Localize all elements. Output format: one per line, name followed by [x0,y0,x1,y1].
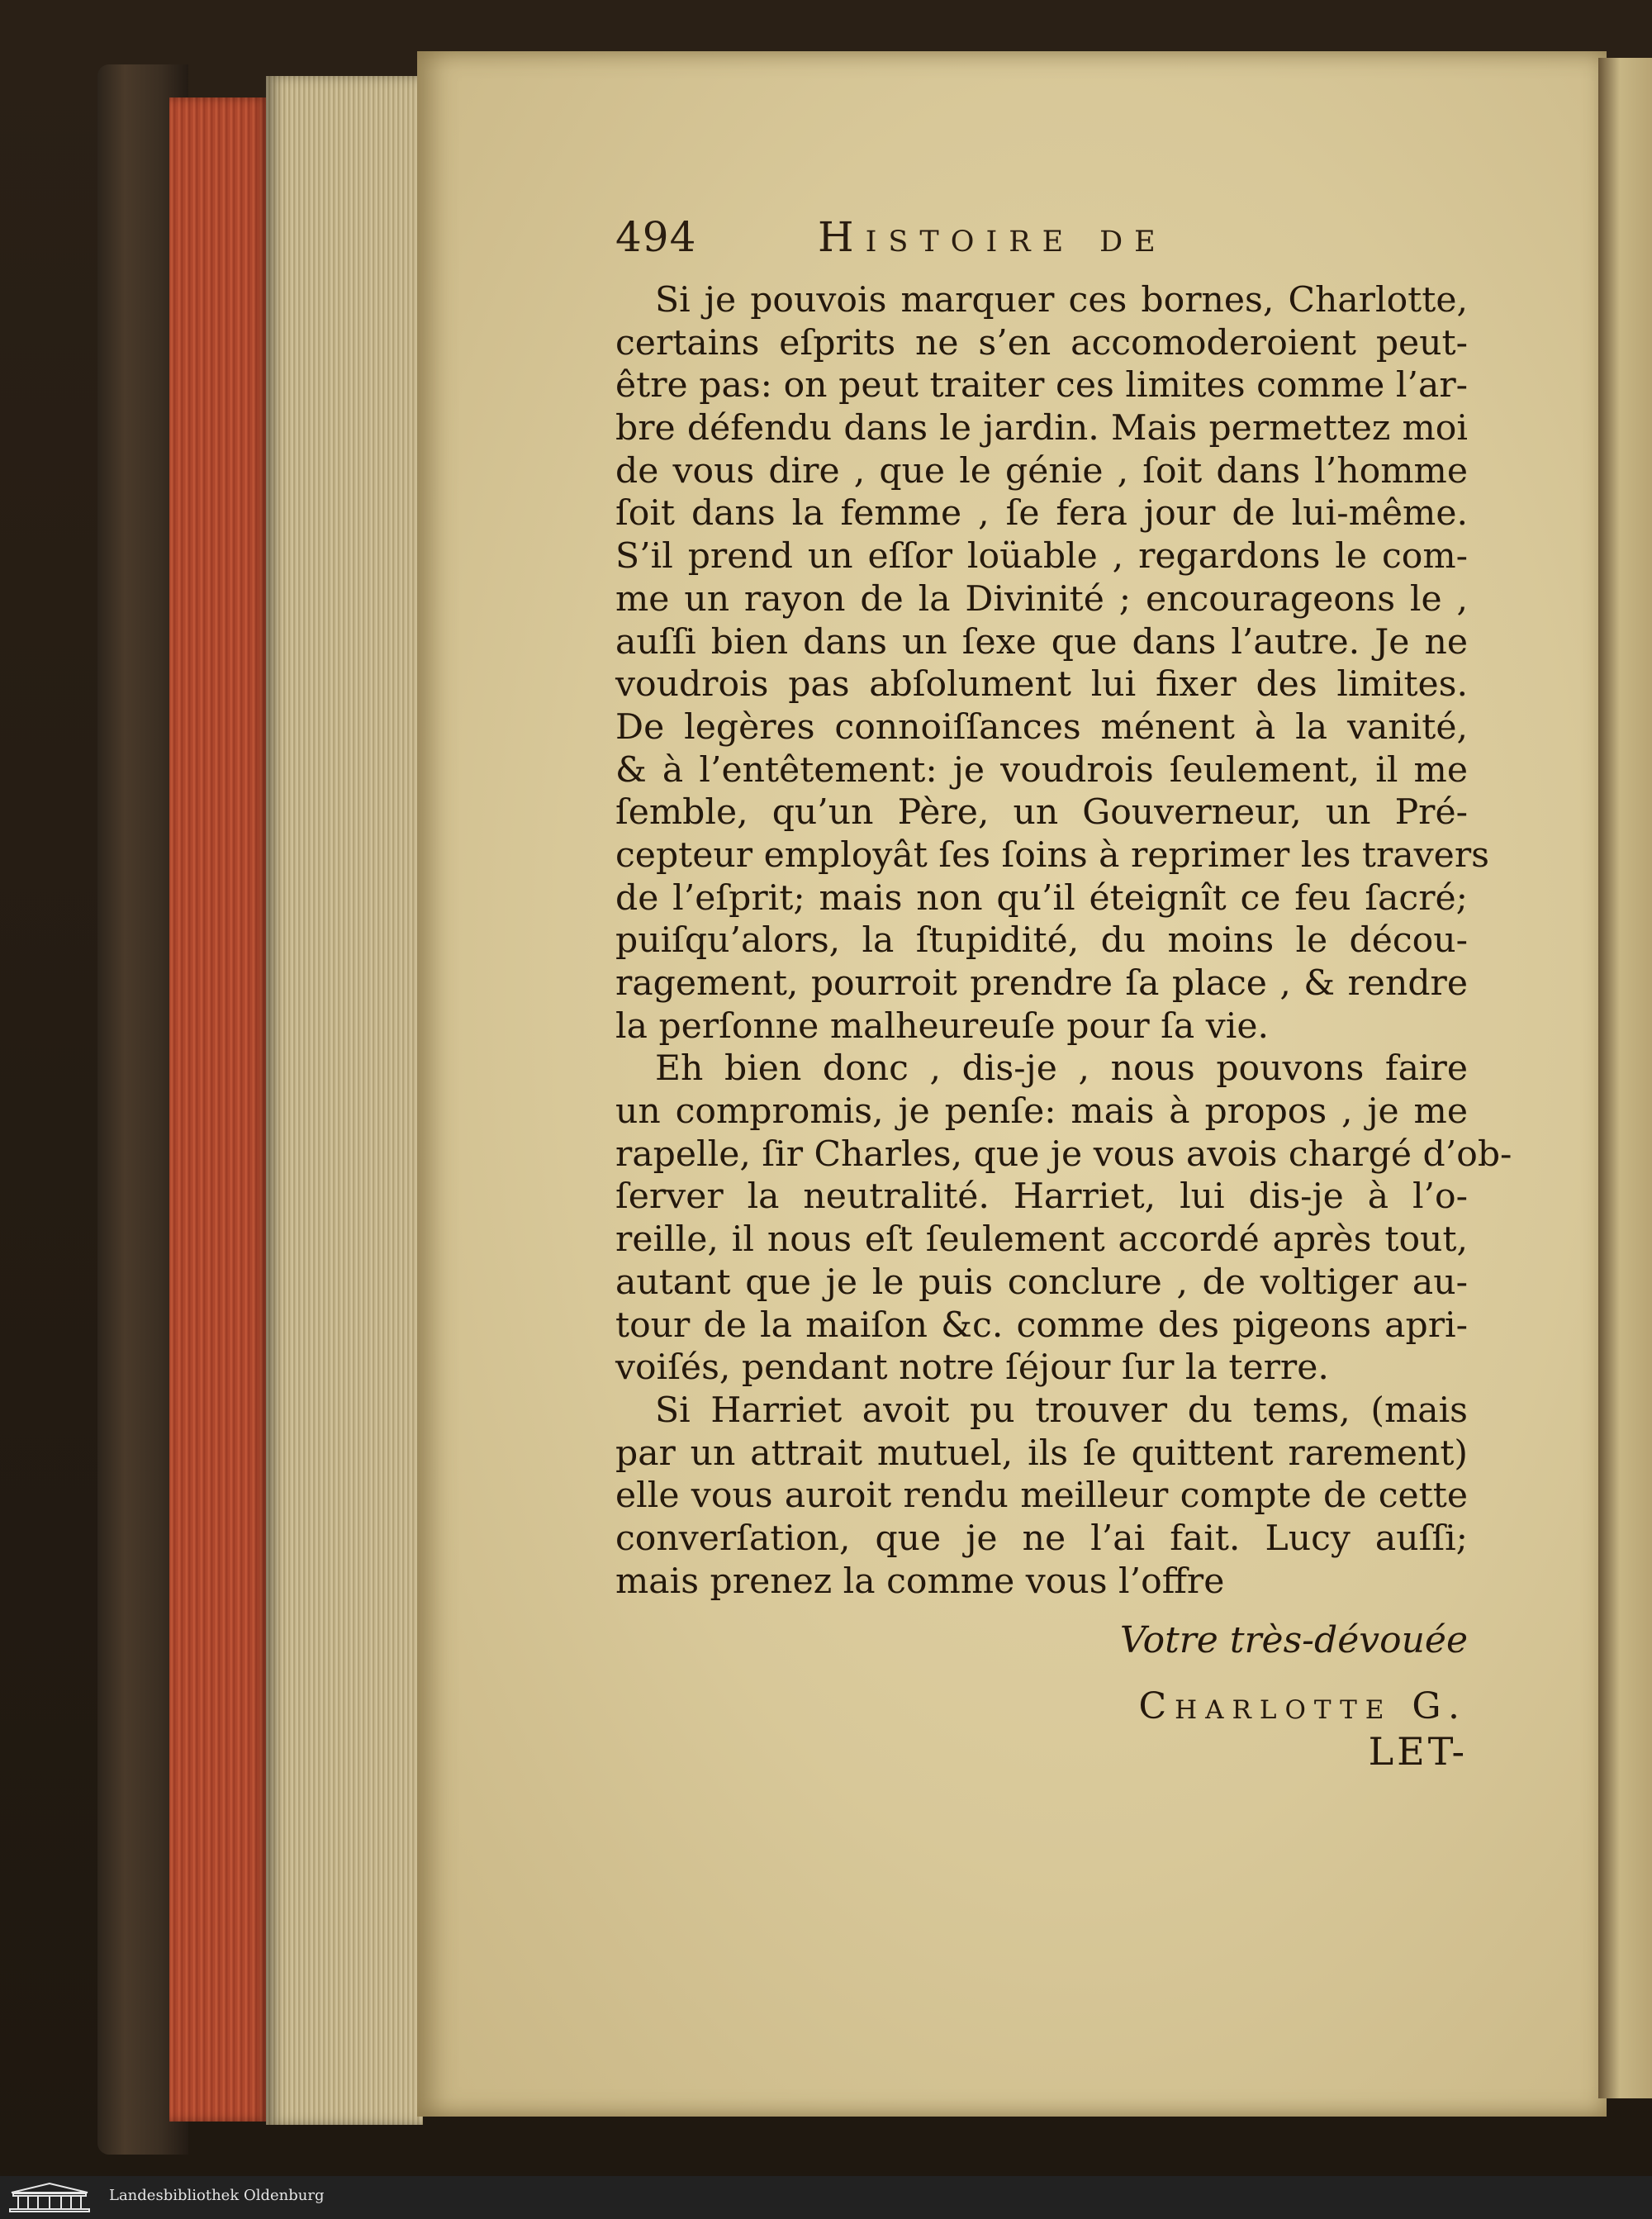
text-line: Eh bien donc , dis-je , nous pouvons faire [655,1048,1468,1090]
running-head [615,213,1491,271]
text-line: de vous dire , que le génie , ſoit dans l’homme [615,450,1468,492]
text-line: autant que je le puis conclure , de voltiger au- [615,1262,1468,1303]
text-line: un compromis, je penſe: mais à propos , je me [615,1091,1468,1133]
catchword: LET- [1368,1729,1468,1774]
footer-bar [0,2176,1652,2219]
text-line: me un rayon de la Divinité ; encourageons le , [615,578,1468,620]
text-line: par un attrait mutuel, ils ſe quittent rarement) [615,1433,1468,1474]
text-line: & à l’entêtement: je voudrois ſeulement, il me [615,749,1468,791]
text-line: puiſqu’alors, la ſtupidité, du moins le décou- [615,920,1468,962]
facing-page-edge [1598,58,1652,2098]
library-building-icon [7,2181,93,2214]
text-line: tour de la maiſon &c. comme des pigeons apri- [615,1304,1468,1346]
letter-closing: Votre très-dévouée [1119,1619,1468,1661]
text-line: S’il prend un eſſor loüable , regardons le com- [615,536,1468,577]
text-line: ſoit dans la femme , ſe fera jour de lui-même. [615,493,1468,535]
text-line: ſerver la neutralité. Harriet, lui dis-je à l’o- [615,1176,1468,1218]
page-number: 494 [615,213,697,261]
text-line: Si je pouvois marquer ces bornes, Charlotte, [655,280,1468,321]
text-line: certains eſprits ne s’en accomoderoient peut- [615,322,1468,363]
text-line: ſemble, qu’un Père, un Gouverneur, un Pré- [615,792,1468,834]
text-line: converſation, que je ne l’ai fait. Lucy auſſi; [615,1518,1468,1559]
text-line: reille, il nous eſt ſeulement accordé après tout, [615,1219,1468,1261]
page-edges-red [169,97,268,2122]
page-edges [266,76,423,2125]
text-line: bre défendu dans le jardin. Mais permettez moi [615,408,1468,449]
text-line: être pas: on peut traiter ces limites comme l’ar- [615,365,1468,406]
text-line: auſſi bien dans un ſexe que dans l’autre. Je ne [615,621,1468,663]
text-line: Si Harriet avoit pu trouver du tems, (mais [655,1390,1468,1431]
body-text [615,279,1512,1603]
text-line: la perſonne malheureuſe pour ſa vie. [615,1005,1270,1047]
text-line: ragement, pourroit prendre ſa place , & rendre [615,963,1468,1004]
text-line: voudrois pas abſolument lui fixer des limites. [615,664,1468,706]
running-title: Histoire de [818,213,1167,261]
text-line: cepteur employât ſes ſoins à reprimer les travers [615,834,1489,876]
text-line: rapelle, ſir Charles, que je vous avois chargé d’ob- [615,1133,1512,1175]
text-line: voiſés, pendant notre ſéjour ſur la terre. [615,1347,1329,1389]
library-name: Landesbibliothek Oldenburg [109,2187,325,2204]
letter-signer: Charlotte G. [1138,1685,1468,1727]
text-line: mais prenez la comme vous l’offre [615,1561,1225,1602]
text-line: de l’eſprit; mais non qu’il éteignît ce feu ſacré; [615,877,1468,919]
text-line: De legères connoiſſances ménent à la vanité, [615,706,1468,748]
text-line: elle vous auroit rendu meilleur compte de cette [615,1475,1468,1517]
